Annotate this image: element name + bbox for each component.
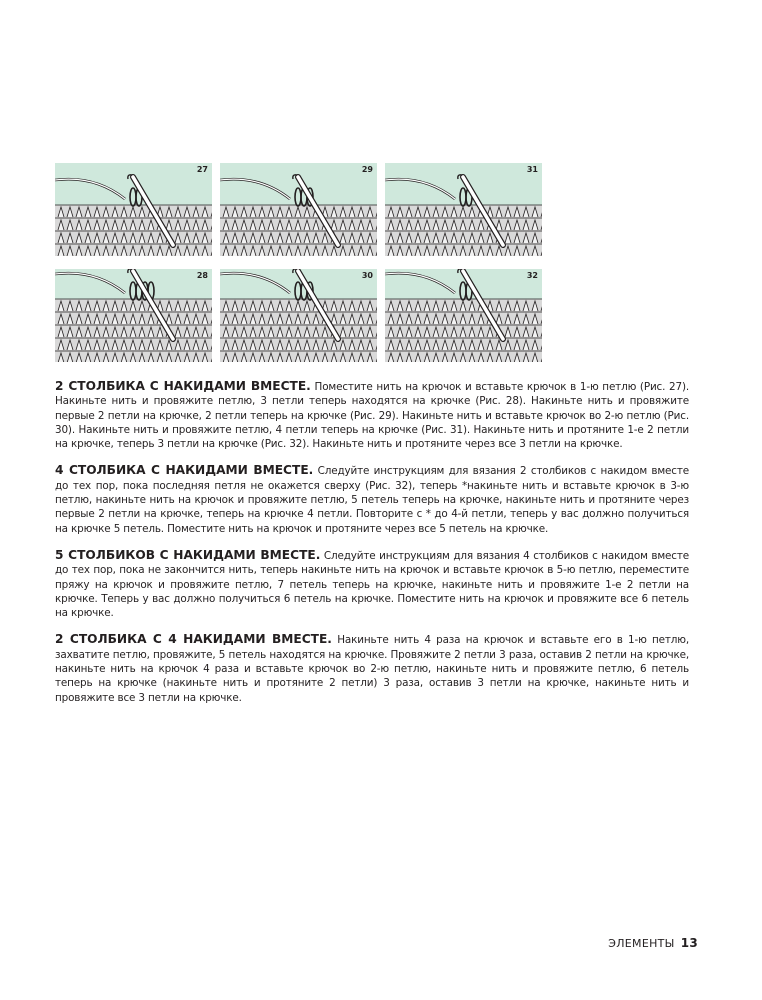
section-body: Следуйте инструкциям для вязания 2 столбиков с накидом вместе до тех пор, пока последняя петля не окажется сверху (Рис. 32), теперь *накиньте нить и вставьте крючок в 3-ю петлю, накиньте нить на крючок и провяжите петлю, 5 петель теперь на крючке, накиньте нить и протяните через первые 2 петли на крючке, теперь на крючке 4 петли. Повторите с * до 4-й петли, теперь у вас должно получиться на крючке 5 петель. Поместите нить на крючок и протяните через все 5 петель на крючке. <box>55 465 689 535</box>
running-section-title: ЭЛЕМЕНТЫ <box>608 937 675 950</box>
section-heading: 2 СТОЛБИКА С НАКИДАМИ ВМЕСТЕ. <box>55 379 311 393</box>
page-number: 13 <box>680 936 698 950</box>
figure-29 <box>220 163 377 256</box>
section-heading: 4 СТОЛБИКА С НАКИДАМИ ВМЕСТЕ. <box>55 463 314 478</box>
figure-number: 30 <box>361 271 373 280</box>
figure-27 <box>55 163 212 256</box>
figure-31 <box>385 163 542 256</box>
crochet-illustration-icon <box>220 163 377 256</box>
instructions-text <box>55 379 689 717</box>
section-heading: 5 СТОЛБИКОВ С НАКИДАМИ ВМЕСТЕ. <box>55 547 321 562</box>
figure-30 <box>220 269 377 362</box>
figure-number: 31 <box>526 165 538 174</box>
page-footer <box>608 936 698 950</box>
figure-number: 27 <box>196 165 208 174</box>
section-5-dc-together <box>55 548 689 620</box>
figure-number: 28 <box>196 271 208 280</box>
section-4-dc-together <box>55 463 689 535</box>
section-body: Поместите нить на крючок и вставьте крючок в 1-ю петлю (Рис. 27). Накиньте нить и провяжите петлю, 3 петли теперь находятся на крючке (Рис. 28). Накиньте нить и провяжите первые 2 петли на крючке, 2 петли теперь на крючке (Рис. 29). Накиньте нить и вставьте крючок во 2-ю петлю (Рис. 30). Накиньте нить и провяжите петлю, 4 петли теперь на крючке (Рис. 31). Накиньте нить и протяните 1-е 2 петли на крючке, теперь 3 петли на крючке (Рис. 32). Накиньте нить и протяните через все 3 петли на крючке. <box>55 381 689 451</box>
figure-number: 29 <box>361 165 373 174</box>
section-2-dc-together <box>55 379 689 451</box>
figure-grid <box>55 163 542 363</box>
crochet-illustration-icon <box>55 163 212 256</box>
section-body: Следуйте инструкциям для вязания 4 столбиков с накидом вместе до тех пор, пока не закончится нить, теперь накиньте нить на крючок и вставьте крючок в 5-ю петлю, переместите пряжу на крючок и провяжите петлю, 7 петель теперь на крючке, накиньте нить и провяжите 1-е 2 петли на крючке. Теперь у вас должно получиться 6 петель на крючке. Поместите нить на крючок и провяжите все 6 петель на крючке. <box>55 549 689 620</box>
section-body: Накиньте нить 4 раза на крючок и вставьте его в 1-ю петлю, захватите петлю, провяжите, 5 петель находятся на крючке. Провяжите 2 петли 3 раза, оставив 2 петли на крючке, накиньте нить на крючок 4 раза и вставьте крючок во 2-ю петлю, накиньте нить и провяжите петлю, 6 петель теперь на крючке (накиньте нить и протяните 2 петли) 3 раза, оставив 3 петли на крючке, накиньте нить и провяжите все 3 петли на крючке. <box>55 634 690 704</box>
figure-28 <box>55 269 212 362</box>
crochet-illustration-icon <box>220 269 377 362</box>
section-heading: 2 СТОЛБИКА С 4 НАКИДАМИ ВМЕСТЕ. <box>55 632 332 647</box>
crochet-illustration-icon <box>385 163 542 256</box>
crochet-illustration-icon <box>55 269 212 362</box>
section-2-dc-4-yo-together <box>55 632 689 704</box>
figure-number: 32 <box>526 271 538 280</box>
crochet-illustration-icon <box>385 269 542 362</box>
figure-32 <box>385 269 542 362</box>
